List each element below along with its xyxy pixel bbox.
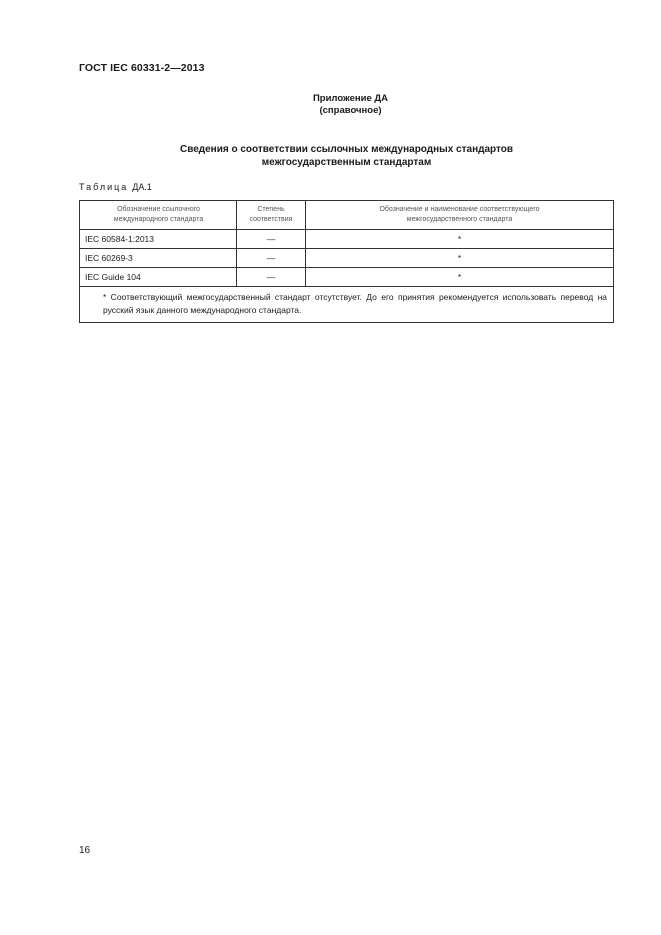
header-degree-line1: Степень [257,206,285,213]
footnote-text: * Соответствующий межгосударственный стандарт отсутствует. До его принятия рекомендуется использовать перевод на русский язык данного международного стандарта. [103,292,607,315]
header-reference-standard-line1: Обозначение ссылочного [117,206,200,213]
cell-standard: IEC 60269-3 [80,249,237,268]
header-interstate-standard-line1: Обозначение и наименование соответствующего [379,206,540,213]
table-row [80,249,614,268]
header-interstate-standard [306,201,614,230]
appendix-title-block [0,93,661,117]
cell-interstate: * [306,249,614,268]
page-number: 16 [79,845,91,856]
document-header: ГОСТ IEC 60331-2—2013 [79,62,205,74]
section-heading [0,143,661,169]
cell-interstate: * [306,230,614,249]
table-footnote [80,287,614,323]
cell-degree: — [237,268,306,287]
header-reference-standard-line2: международного стандарта [113,216,204,223]
table-row [80,268,614,287]
table-header-row [80,201,614,230]
table-caption-number: ДА.1 [132,182,152,192]
cell-interstate: * [306,268,614,287]
section-heading-line1: Сведения о соответствии ссылочных международных стандартов [179,144,514,155]
cell-degree: — [237,249,306,268]
table-row [80,230,614,249]
cell-standard: IEC Guide 104 [80,268,237,287]
header-interstate-standard-line2: межгосударственного стандарта [406,216,513,223]
cell-degree: — [237,230,306,249]
table-caption [79,182,152,192]
cell-standard: IEC 60584-1:2013 [80,230,237,249]
standards-table [79,200,614,323]
header-degree [237,201,306,230]
section-heading-line2: межгосударственным стандартам [261,157,432,168]
appendix-title: Приложение ДА [312,93,389,104]
header-degree-line2: соответствия [249,216,293,223]
table-caption-prefix: Таблица [79,182,129,192]
header-reference-standard [80,201,237,230]
appendix-subtitle: (справочное) [319,105,382,116]
table-footnote-row [80,287,614,323]
